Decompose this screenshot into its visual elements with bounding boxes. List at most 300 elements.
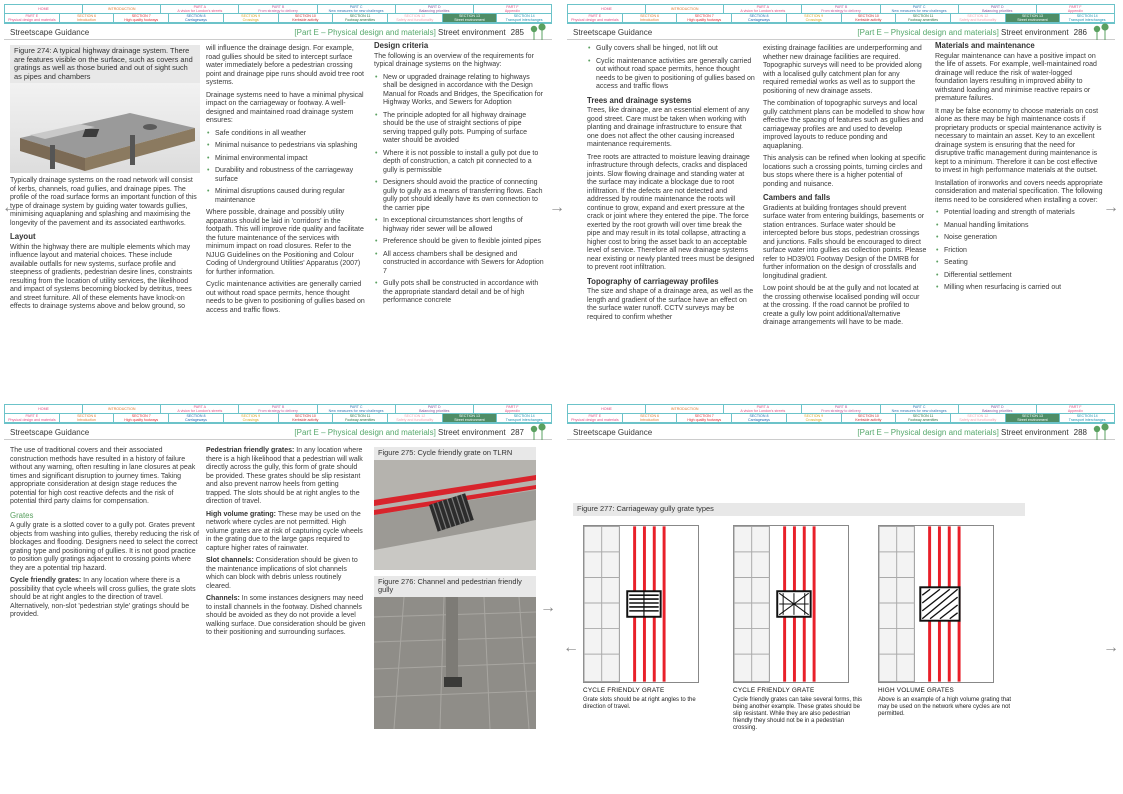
- tree-logo-icon: [528, 423, 548, 441]
- nav-section-13[interactable]: [443, 14, 498, 23]
- nav-subtitle: Physical design and materials: [571, 418, 619, 422]
- nav-title: PART F: [1069, 405, 1082, 409]
- nav-section-12[interactable]: [388, 414, 443, 423]
- nav-title: SECTION 7: [131, 414, 151, 418]
- nav-title: PART E: [25, 14, 39, 18]
- nav-section-8[interactable]: [169, 414, 224, 423]
- nav-subtitle: Balancing priorities: [982, 9, 1013, 13]
- nav-subtitle: Appendix: [504, 9, 520, 13]
- section-navigation: [567, 4, 1115, 24]
- section-label: Street environment: [1001, 28, 1069, 37]
- nav-subtitle: Physical design and materials: [8, 418, 56, 422]
- nav-subtitle: Transport interchanges: [1068, 18, 1106, 22]
- nav-title: SECTION 13: [458, 414, 480, 418]
- nav-section-14[interactable]: [1060, 414, 1114, 423]
- list-item: • Minimal environmental impact: [206, 155, 368, 164]
- paragraph: This analysis can be refined when looking at specific locations such a crossing points, turning circles and bus stops where there is a higher potential of ponding and nuisance.: [763, 155, 926, 188]
- page-header: [567, 26, 1115, 40]
- nav-title: HOME: [601, 407, 612, 411]
- section-heading: Materials and maintenance: [935, 41, 1035, 50]
- nav-section-10[interactable]: [842, 14, 897, 23]
- nav-section-9[interactable]: [787, 14, 842, 23]
- figure-caption: Figure 276: Channel and pedestrian friendly gully: [374, 576, 536, 597]
- nav-subtitle: From strategy to delivery: [258, 9, 298, 13]
- cycle-grate-diagram: [733, 525, 849, 683]
- diagram-caption: Cycle friendly grates can take several forms, this being another example. These grates should be slip resistant. While they are also pedestrian friendly they should not be in a pedestrian crossing.: [733, 697, 863, 731]
- list-item: • Minimal nuisance to pedestrians via splashing: [206, 142, 368, 151]
- paragraph: The following is an overview of the requirements for typical drainage systems on the highway:: [374, 52, 534, 68]
- arrow-right-icon[interactable]: →: [1103, 639, 1119, 656]
- paragraph: Low point should be at the gully and not located at the crossing otherwise localised ponding will occur at the crossing. If the road cannot be profiled to create a gully low point additional/alternative drainage arrangements will have to be made.: [763, 285, 920, 326]
- paragraph: The combination of topographic surveys and local gully catchment plans can be modelled to show how effective the spacing of features such as gullies and carriageway profiles are and used to develop improved layouts to reduce ponding and aquaplaning.: [763, 100, 925, 150]
- nav-top-part-a[interactable]: [161, 405, 239, 414]
- nav-title: HOME: [38, 7, 49, 11]
- nav-section-11[interactable]: [896, 14, 951, 23]
- nav-section-14[interactable]: [497, 14, 551, 23]
- nav-section-11[interactable]: [333, 414, 388, 423]
- column-2: [206, 45, 368, 319]
- doc-title: Streetscape Guidance: [10, 28, 90, 37]
- nav-subtitle: High quality footways: [687, 418, 722, 422]
- nav-section-6[interactable]: [623, 414, 678, 423]
- nav-title: PART A: [193, 405, 207, 409]
- nav-part-e[interactable]: [5, 414, 60, 423]
- nav-title: SECTION 8: [749, 14, 769, 18]
- nav-section-8[interactable]: [732, 14, 787, 23]
- paragraph: Tree roots are attracted to moisture leaving drainage infrastructure through defects, cracks and displaced joints. Slow flowing drainage and standing water at the surface may indicate a blockage due to root infiltration. If the defects are not detected and addressed by routine maintenance the roots will continue to grow, expand and exert pressure at the crack or joint where they entered the pipe. The force exerted by the root growth will over time break the pipe and may result in its total collapse, attracting a higher cost to bring the asset back to an acceptable level of service. Therefore all new drainage systems near existing or newly planted trees must be designed to prevent root infiltration.: [587, 153, 755, 271]
- section-heading: Topography of carriageway profiles: [587, 276, 719, 286]
- nav-subtitle: Carriageways: [747, 418, 770, 422]
- nav-subtitle: Appendix: [1067, 9, 1083, 13]
- column-2: [763, 45, 927, 332]
- nav-title: PART C: [349, 5, 363, 9]
- nav-top-part-f[interactable]: [474, 405, 551, 414]
- column-3: [374, 447, 536, 729]
- nav-top-part-d[interactable]: [396, 5, 474, 14]
- nav-title: SECTION 12: [967, 414, 989, 418]
- nav-title: PART A: [193, 5, 207, 9]
- nav-title: PART C: [912, 5, 926, 9]
- nav-title: SECTION 9: [241, 14, 261, 18]
- nav-subtitle: Carriageways: [184, 18, 207, 22]
- section-heading: Layout: [10, 232, 36, 241]
- nav-title: PART D: [427, 405, 441, 409]
- arrow-right-icon[interactable]: →: [549, 199, 565, 216]
- paragraph: [206, 557, 366, 591]
- arrow-left-icon[interactable]: ←: [2, 199, 18, 216]
- column-3: [935, 42, 1103, 297]
- nav-title: SECTION 11: [349, 414, 371, 418]
- nav-title: SECTION 13: [458, 14, 480, 18]
- nav-subtitle: A vision for London's streets: [177, 9, 223, 13]
- nav-bottom-row: [5, 14, 551, 23]
- doc-title: Streetscape Guidance: [573, 28, 653, 37]
- paragraph: Where possible, drainage and possibly utility apparatus should be laid in 'corridors' in the footpath. This will improve ride quality and facilitate the future maintenance of the services with minimum impact on road closures. Refer to the NJUG Guidelines on the Positioning and Colour Coding of Underground Utilities' Apparatus (2007) for further information.: [206, 209, 364, 276]
- nav-section-6[interactable]: [60, 14, 115, 23]
- nav-section-9[interactable]: [787, 414, 842, 423]
- nav-title: SECTION 10: [294, 14, 316, 18]
- nav-subtitle: Street environment: [454, 418, 485, 422]
- nav-title: SECTION 14: [513, 414, 535, 418]
- nav-section-12[interactable]: [951, 14, 1006, 23]
- nav-title: SECTION 6: [640, 14, 660, 18]
- nav-section-8[interactable]: [169, 14, 224, 23]
- page-number: 288: [1073, 428, 1087, 437]
- nav-subtitle: Balancing priorities: [419, 9, 450, 13]
- nav-section-13[interactable]: [443, 414, 498, 423]
- nav-section-6[interactable]: [623, 14, 678, 23]
- nav-section-8[interactable]: [732, 414, 787, 423]
- nav-top-part-b[interactable]: [239, 405, 317, 414]
- nav-subtitle: Street environment: [454, 18, 485, 22]
- cycle-friendly-grate-photo: [374, 460, 536, 570]
- page-header: [567, 426, 1115, 440]
- nav-section-14[interactable]: [497, 414, 551, 423]
- tree-logo-icon: [1091, 423, 1111, 441]
- nav-section-11[interactable]: [896, 414, 951, 423]
- page-number: 286: [1073, 28, 1087, 37]
- nav-part-e[interactable]: [568, 14, 623, 23]
- term-text: Consideration should be given to the maintenance implications of slot channels which can block with debris unless routinely cleared.: [206, 557, 358, 590]
- nav-part-e[interactable]: [5, 14, 60, 23]
- nav-subtitle: Physical design and materials: [571, 18, 619, 22]
- nav-title: HOME: [38, 407, 49, 411]
- nav-top-part-f[interactable]: [474, 5, 551, 14]
- nav-top-part-b[interactable]: [239, 5, 317, 14]
- list-item: • Manual handling limitations: [935, 222, 1103, 231]
- arrow-left-icon[interactable]: ←: [563, 639, 579, 656]
- nav-title: SECTION 11: [912, 414, 934, 418]
- paragraph: Trees, like drainage, are an essential element of any good street. Care must be taken when working with planting and drainage infrastructure to ensure that one does not affect the other causing increased maintenance requirements.: [587, 107, 750, 148]
- page-breadcrumb: [294, 26, 524, 40]
- nav-title: PART A: [756, 405, 770, 409]
- nav-title: PART B: [271, 5, 285, 9]
- nav-title: INTRODUCTION: [107, 7, 136, 11]
- nav-section-7[interactable]: [677, 414, 732, 423]
- nav-top-part-c[interactable]: [318, 405, 396, 414]
- nav-title: PART C: [912, 405, 926, 409]
- section-heading: Cambers and falls: [763, 193, 831, 202]
- nav-title: PART C: [349, 405, 363, 409]
- paragraph: A gully grate is a slotted cover to a gully pot. Grates prevent objects from washing into gullies, thereby reducing the risk of blockages and flooding. Designers need to select the correct grating type and positioning of gullies. It is not good practice to position gully gratings adjacent to crossing points where they are a potential trip hazard.: [10, 522, 200, 572]
- term-text: In any location where there is a possibility that cycle wheels will cross gullies, the grate slots should be at right angles to the direction of travel. Alternatively, non-slot 'pedestrian style' gratings should be provided.: [10, 577, 196, 618]
- gully-diagram-3: [878, 525, 1018, 718]
- page-number: 287: [510, 428, 524, 437]
- list-item: • All access chambers shall be designed and constructed in accordance with Sewers for Adoption 7: [374, 251, 544, 277]
- nav-subtitle: Introduction: [77, 18, 96, 22]
- list-item: • Friction: [935, 247, 1103, 256]
- list-item: • Designers should avoid the practice of connecting gully to gully as a means of transferring flows. Each gully pot should ideally have its own connection to the carrier pipe: [374, 179, 544, 213]
- arrow-right-icon[interactable]: →: [1103, 199, 1119, 216]
- term-text: In some instances designers may need to install channels in the footway. Dished channels should be avoided as they do not provide a level walking surface. Due consideration should be given to their positioning and surrounding surfaces.: [206, 595, 366, 636]
- nav-section-12[interactable]: [388, 14, 443, 23]
- nav-top-home[interactable]: [5, 405, 83, 414]
- bullet-list: [587, 45, 755, 92]
- paragraph: Installation of ironworks and covers needs appropriate consideration and material specification. The following items need to be considered when installing a cover:: [935, 179, 1103, 204]
- nav-top-part-c[interactable]: [881, 405, 959, 414]
- nav-subtitle: Safety and functionality: [396, 18, 434, 22]
- figure-caption: Figure 275: Cycle friendly grate on TLRN: [374, 447, 536, 460]
- nav-title: PART B: [834, 405, 848, 409]
- list-item: • Noise generation: [935, 234, 1103, 243]
- paragraph: The use of traditional covers and their associated construction methods have resulted in a history of failure without any warning, often resulting in lane closures at peak times and significant disruption to journey times. Taking appropriate consideration at design stage reduces the potential for high cost reactive defects and the risk of potential third party claims for compensation.: [10, 447, 196, 505]
- nav-section-10[interactable]: [279, 14, 334, 23]
- nav-top-part-a[interactable]: [724, 5, 802, 14]
- nav-section-7[interactable]: [677, 14, 732, 23]
- nav-subtitle: Physical design and materials: [8, 18, 56, 22]
- nav-top-part-c[interactable]: [881, 5, 959, 14]
- list-item: • Safe conditions in all weather: [206, 130, 368, 139]
- nav-subtitle: Footway amenities: [345, 18, 376, 22]
- nav-top-part-a[interactable]: [161, 5, 239, 14]
- list-item: • In exceptional circumstances short lengths of highway rider sewer will be allowed: [374, 217, 544, 234]
- term: Pedestrian friendly grates:: [206, 447, 295, 454]
- list-item: • Gully pots shall be constructed in accordance with the appropriate standard detail and be of high performance concrete: [374, 280, 544, 306]
- section-heading: Trees and drainage systems: [587, 95, 692, 105]
- arrow-right-icon[interactable]: →: [540, 599, 556, 616]
- nav-top-part-f[interactable]: [1037, 405, 1114, 414]
- cycle-grate-diagram: [583, 525, 699, 683]
- paragraph: existing drainage facilities are underperforming and whether new drainage facilities are required. Topographic surveys will need to be provided along with a localised gully catchment plan for any required remedial works as well as to support the positioning of new drainage assets.: [763, 45, 922, 95]
- nav-subtitle: From strategy to delivery: [821, 9, 861, 13]
- nav-title: PART D: [990, 5, 1004, 9]
- nav-top-home[interactable]: [568, 405, 646, 414]
- nav-title: SECTION 9: [241, 414, 261, 418]
- page-header: [4, 426, 552, 440]
- page-breadcrumb: [294, 426, 524, 440]
- nav-section-9[interactable]: [224, 414, 279, 423]
- term-text: These may be used on the network where cycles are not permitted. High volume grates are at risk of capturing cycle wheels in the grating due to the large gaps required to capture higher rates of rainwater.: [206, 510, 363, 552]
- nav-subtitle: Transport interchanges: [505, 18, 543, 22]
- paragraph: Typically drainage systems on the road network will consist of kerbs, channels, road gullies, and drainage pipes. The profile of the road surface forms an important function of this type of drainage system by guiding water towards gullies, minimising aquaplaning and splashing and maximising the longevity of the pavement and its associated earthworks.: [10, 177, 197, 227]
- nav-subtitle: A vision for London's streets: [740, 9, 786, 13]
- page-header: [4, 26, 552, 40]
- paragraph: It may be false economy to choose materials on cost alone as there may be high maintenance costs if proprietary products or special maintenance activity is necessary to maintain an asset. Key to an excellent drainage system is ensuring that the need for disruptive traffic management during maintenance is kept to a minimum. Therefore it can be cost effective to invest in high performance materials at the outset.: [935, 107, 1102, 174]
- nav-title: PART B: [834, 5, 848, 9]
- column-3: [374, 42, 544, 310]
- nav-top-row: [568, 405, 1114, 414]
- high-volume-grate-diagram: [878, 525, 994, 683]
- term: Channels:: [206, 595, 240, 602]
- nav-section-6[interactable]: [60, 414, 115, 423]
- paragraph: Cyclic maintenance activities are generally carried out without road space permits, hence thought needs to be given to positioning of gullies based on access and traffic flows.: [206, 281, 365, 314]
- nav-title: SECTION 6: [640, 414, 660, 418]
- nav-title: INTRODUCTION: [107, 407, 136, 411]
- figure-caption: Figure 274: A typical highway drainage system. There are features visible on the surface, such as covers and gratings as well as those buried and out of sight such as pipes and chambers: [10, 45, 200, 83]
- paragraph: will influence the drainage design. For example, road gullies should be sited to intercept surface water immediately before a pedestrian crossing point and drainage pipe runs should avoid tree root systems.: [206, 45, 364, 86]
- column-1: [587, 45, 755, 326]
- nav-subtitle: A vision for London's streets: [740, 409, 786, 413]
- nav-subtitle: New measures for new challenges: [328, 409, 384, 413]
- nav-subtitle: Introduction: [77, 418, 96, 422]
- bullet-list: [206, 130, 368, 206]
- nav-title: SECTION 14: [1076, 14, 1098, 18]
- nav-top-part-d[interactable]: [959, 5, 1037, 14]
- nav-title: SECTION 12: [967, 14, 989, 18]
- nav-title: SECTION 13: [1021, 14, 1043, 18]
- nav-title: SECTION 9: [804, 14, 824, 18]
- bullet-list: [935, 209, 1103, 293]
- section-navigation: [4, 4, 552, 24]
- page-286: [549, 0, 1119, 393]
- nav-subtitle: Crossings: [805, 18, 822, 22]
- nav-section-10[interactable]: [279, 414, 334, 423]
- gully-diagram-1: [583, 525, 719, 711]
- nav-title: INTRODUCTION: [670, 407, 699, 411]
- tree-logo-icon: [1091, 23, 1111, 41]
- section-heading: Design criteria: [374, 41, 429, 50]
- nav-subtitle: Balancing priorities: [419, 409, 450, 413]
- nav-subtitle: New measures for new challenges: [891, 409, 947, 413]
- nav-subtitle: A vision for London's streets: [177, 409, 223, 413]
- section-navigation: [4, 404, 552, 424]
- term: Cycle friendly grates:: [10, 577, 82, 584]
- nav-subtitle: Kerbside activity: [855, 418, 882, 422]
- column-2: [206, 447, 366, 642]
- nav-subtitle: From strategy to delivery: [258, 409, 298, 413]
- nav-title: SECTION 6: [77, 14, 97, 18]
- nav-title: SECTION 12: [404, 414, 426, 418]
- page-285: [0, 0, 556, 393]
- nav-subtitle: Appendix: [504, 409, 520, 413]
- doc-title: Streetscape Guidance: [573, 428, 653, 437]
- nav-title: SECTION 13: [1021, 414, 1043, 418]
- term: Slot channels:: [206, 557, 254, 564]
- nav-top-introduction[interactable]: [83, 405, 161, 414]
- nav-subtitle: From strategy to delivery: [821, 409, 861, 413]
- nav-section-11[interactable]: [333, 14, 388, 23]
- doc-title: Streetscape Guidance: [10, 428, 90, 437]
- nav-top-introduction[interactable]: [646, 5, 724, 14]
- section-navigation: [567, 404, 1115, 424]
- term: High volume grating:: [206, 510, 276, 518]
- paragraph: Regular maintenance can have a positive impact on the life of assets. For example, well-maintained road drainage will reduce the risk of water-logged foundation layers resulting in improved ability to withstand loading and minimise reactive repairs or premature failures.: [935, 52, 1097, 102]
- page-number: 285: [510, 28, 524, 37]
- list-item: • Gully covers shall be hinged, not lift out: [587, 45, 755, 54]
- page-breadcrumb: [857, 26, 1087, 40]
- nav-section-12[interactable]: [951, 414, 1006, 423]
- list-item: • Where it is not possible to install a gully pot due to depth of construction, a catch pit connected to a gully is permissible: [374, 150, 544, 176]
- nav-title: PART F: [506, 405, 519, 409]
- nav-section-7[interactable]: [114, 414, 169, 423]
- nav-title: SECTION 11: [912, 14, 934, 18]
- nav-section-9[interactable]: [224, 14, 279, 23]
- nav-top-part-d[interactable]: [396, 405, 474, 414]
- diagram-caption: Above is an example of a high volume grating that may be used on the network where cycles are not permitted.: [878, 697, 1012, 717]
- paragraph: [206, 595, 366, 638]
- nav-section-13[interactable]: [1006, 414, 1061, 423]
- nav-subtitle: Carriageways: [184, 418, 207, 422]
- tree-logo-icon: [528, 23, 548, 41]
- paragraph: [206, 447, 366, 507]
- nav-top-row: [568, 5, 1114, 14]
- nav-title: INTRODUCTION: [670, 7, 699, 11]
- nav-title: SECTION 6: [77, 414, 97, 418]
- nav-title: SECTION 7: [694, 414, 714, 418]
- paragraph: [10, 577, 200, 620]
- section-label: Street environment: [438, 428, 506, 437]
- nav-title: PART E: [588, 414, 602, 418]
- nav-title: SECTION 14: [1076, 414, 1098, 418]
- paragraph: The size and shape of a drainage area, as well as the length and gradient of the surface have an effect on the surface water runoff. CCTV surveys may be required to confirm whether: [587, 288, 754, 321]
- nav-subtitle: Street environment: [1017, 18, 1048, 22]
- diagram-title: CYCLE FRIENDLY GRATE: [583, 687, 665, 694]
- nav-bottom-row: [5, 414, 551, 423]
- list-item: • The principle adopted for all highway drainage should be the use of straight sections of pipe serving trapped gully pots. Pumping of surface water should be avoided: [374, 112, 544, 146]
- nav-section-10[interactable]: [842, 414, 897, 423]
- page-288: [563, 400, 1119, 793]
- nav-title: PART A: [756, 5, 770, 9]
- nav-subtitle: Appendix: [1067, 409, 1083, 413]
- nav-subtitle: Transport interchanges: [1068, 418, 1106, 422]
- nav-top-part-c[interactable]: [318, 5, 396, 14]
- nav-subtitle: High quality footways: [124, 18, 159, 22]
- nav-subtitle: Transport interchanges: [505, 418, 543, 422]
- nav-title: SECTION 10: [857, 14, 879, 18]
- channel-gully-photo: [374, 597, 536, 729]
- nav-subtitle: Crossings: [242, 418, 259, 422]
- part-label: [Part E – Physical design and materials]: [857, 28, 999, 37]
- nav-title: HOME: [601, 7, 612, 11]
- section-label: Street environment: [1001, 428, 1069, 437]
- nav-title: SECTION 9: [804, 414, 824, 418]
- list-item: • Minimal disruptions caused during regular maintenance: [206, 188, 368, 205]
- nav-title: SECTION 8: [186, 414, 206, 418]
- nav-subtitle: Crossings: [805, 418, 822, 422]
- part-label: [Part E – Physical design and materials]: [857, 428, 999, 437]
- nav-top-part-d[interactable]: [959, 405, 1037, 414]
- nav-section-7[interactable]: [114, 14, 169, 23]
- nav-top-introduction[interactable]: [646, 405, 724, 414]
- drainage-system-illustration: [10, 83, 200, 173]
- nav-top-part-a[interactable]: [724, 405, 802, 414]
- nav-subtitle: Street environment: [1017, 418, 1048, 422]
- diagram-title: CYCLE FRIENDLY GRATE: [733, 687, 815, 694]
- nav-title: SECTION 8: [749, 414, 769, 418]
- nav-section-13[interactable]: [1006, 14, 1061, 23]
- nav-subtitle: Footway amenities: [908, 18, 939, 22]
- nav-subtitle: Balancing priorities: [982, 409, 1013, 413]
- bullet-list: [374, 74, 544, 306]
- nav-subtitle: Kerbside activity: [855, 18, 882, 22]
- nav-top-introduction[interactable]: [83, 5, 161, 14]
- nav-top-part-f[interactable]: [1037, 5, 1114, 14]
- nav-top-home[interactable]: [5, 5, 83, 14]
- nav-top-home[interactable]: [568, 5, 646, 14]
- nav-part-e[interactable]: [568, 414, 623, 423]
- list-item: • Cyclic maintenance activities are generally carried out without road space permits, hence thought needs to be given to positioning of gullies based on access and traffic flows: [587, 58, 755, 92]
- column-1: [10, 447, 200, 624]
- nav-title: SECTION 11: [349, 14, 371, 18]
- list-item: • Preference should be given to flexible jointed pipes: [374, 238, 544, 247]
- paragraph: Within the highway there are multiple elements which may influence layout and material choices. These include available outfalls for new systems, surface profile and steepness of gradients, pedestrian desire lines, constraints resulting from the location of utility services, the likelihood and impact of systems becoming blocked by detritus, trees and street furniture. All of these elements have knock-on effects to drainage systems above and below ground, so: [10, 243, 193, 310]
- nav-title: SECTION 7: [131, 14, 151, 18]
- part-label: [Part E – Physical design and materials]: [294, 28, 436, 37]
- nav-top-part-b[interactable]: [802, 405, 880, 414]
- paragraph: Drainage systems need to have a minimal physical impact on the carriageway or footway. A well-designed and maintained road drainage system ensures:: [206, 91, 364, 124]
- section-label: Street environment: [438, 28, 506, 37]
- nav-title: SECTION 10: [857, 414, 879, 418]
- nav-subtitle: Safety and functionality: [959, 418, 997, 422]
- nav-top-part-b[interactable]: [802, 5, 880, 14]
- nav-section-14[interactable]: [1060, 14, 1114, 23]
- page-breadcrumb: [857, 426, 1087, 440]
- nav-title: SECTION 8: [186, 14, 206, 18]
- list-item: • Potential loading and strength of materials: [935, 209, 1103, 218]
- gully-diagram-2: [733, 525, 869, 732]
- nav-title: PART F: [506, 5, 519, 9]
- section-heading: Grates: [10, 510, 34, 520]
